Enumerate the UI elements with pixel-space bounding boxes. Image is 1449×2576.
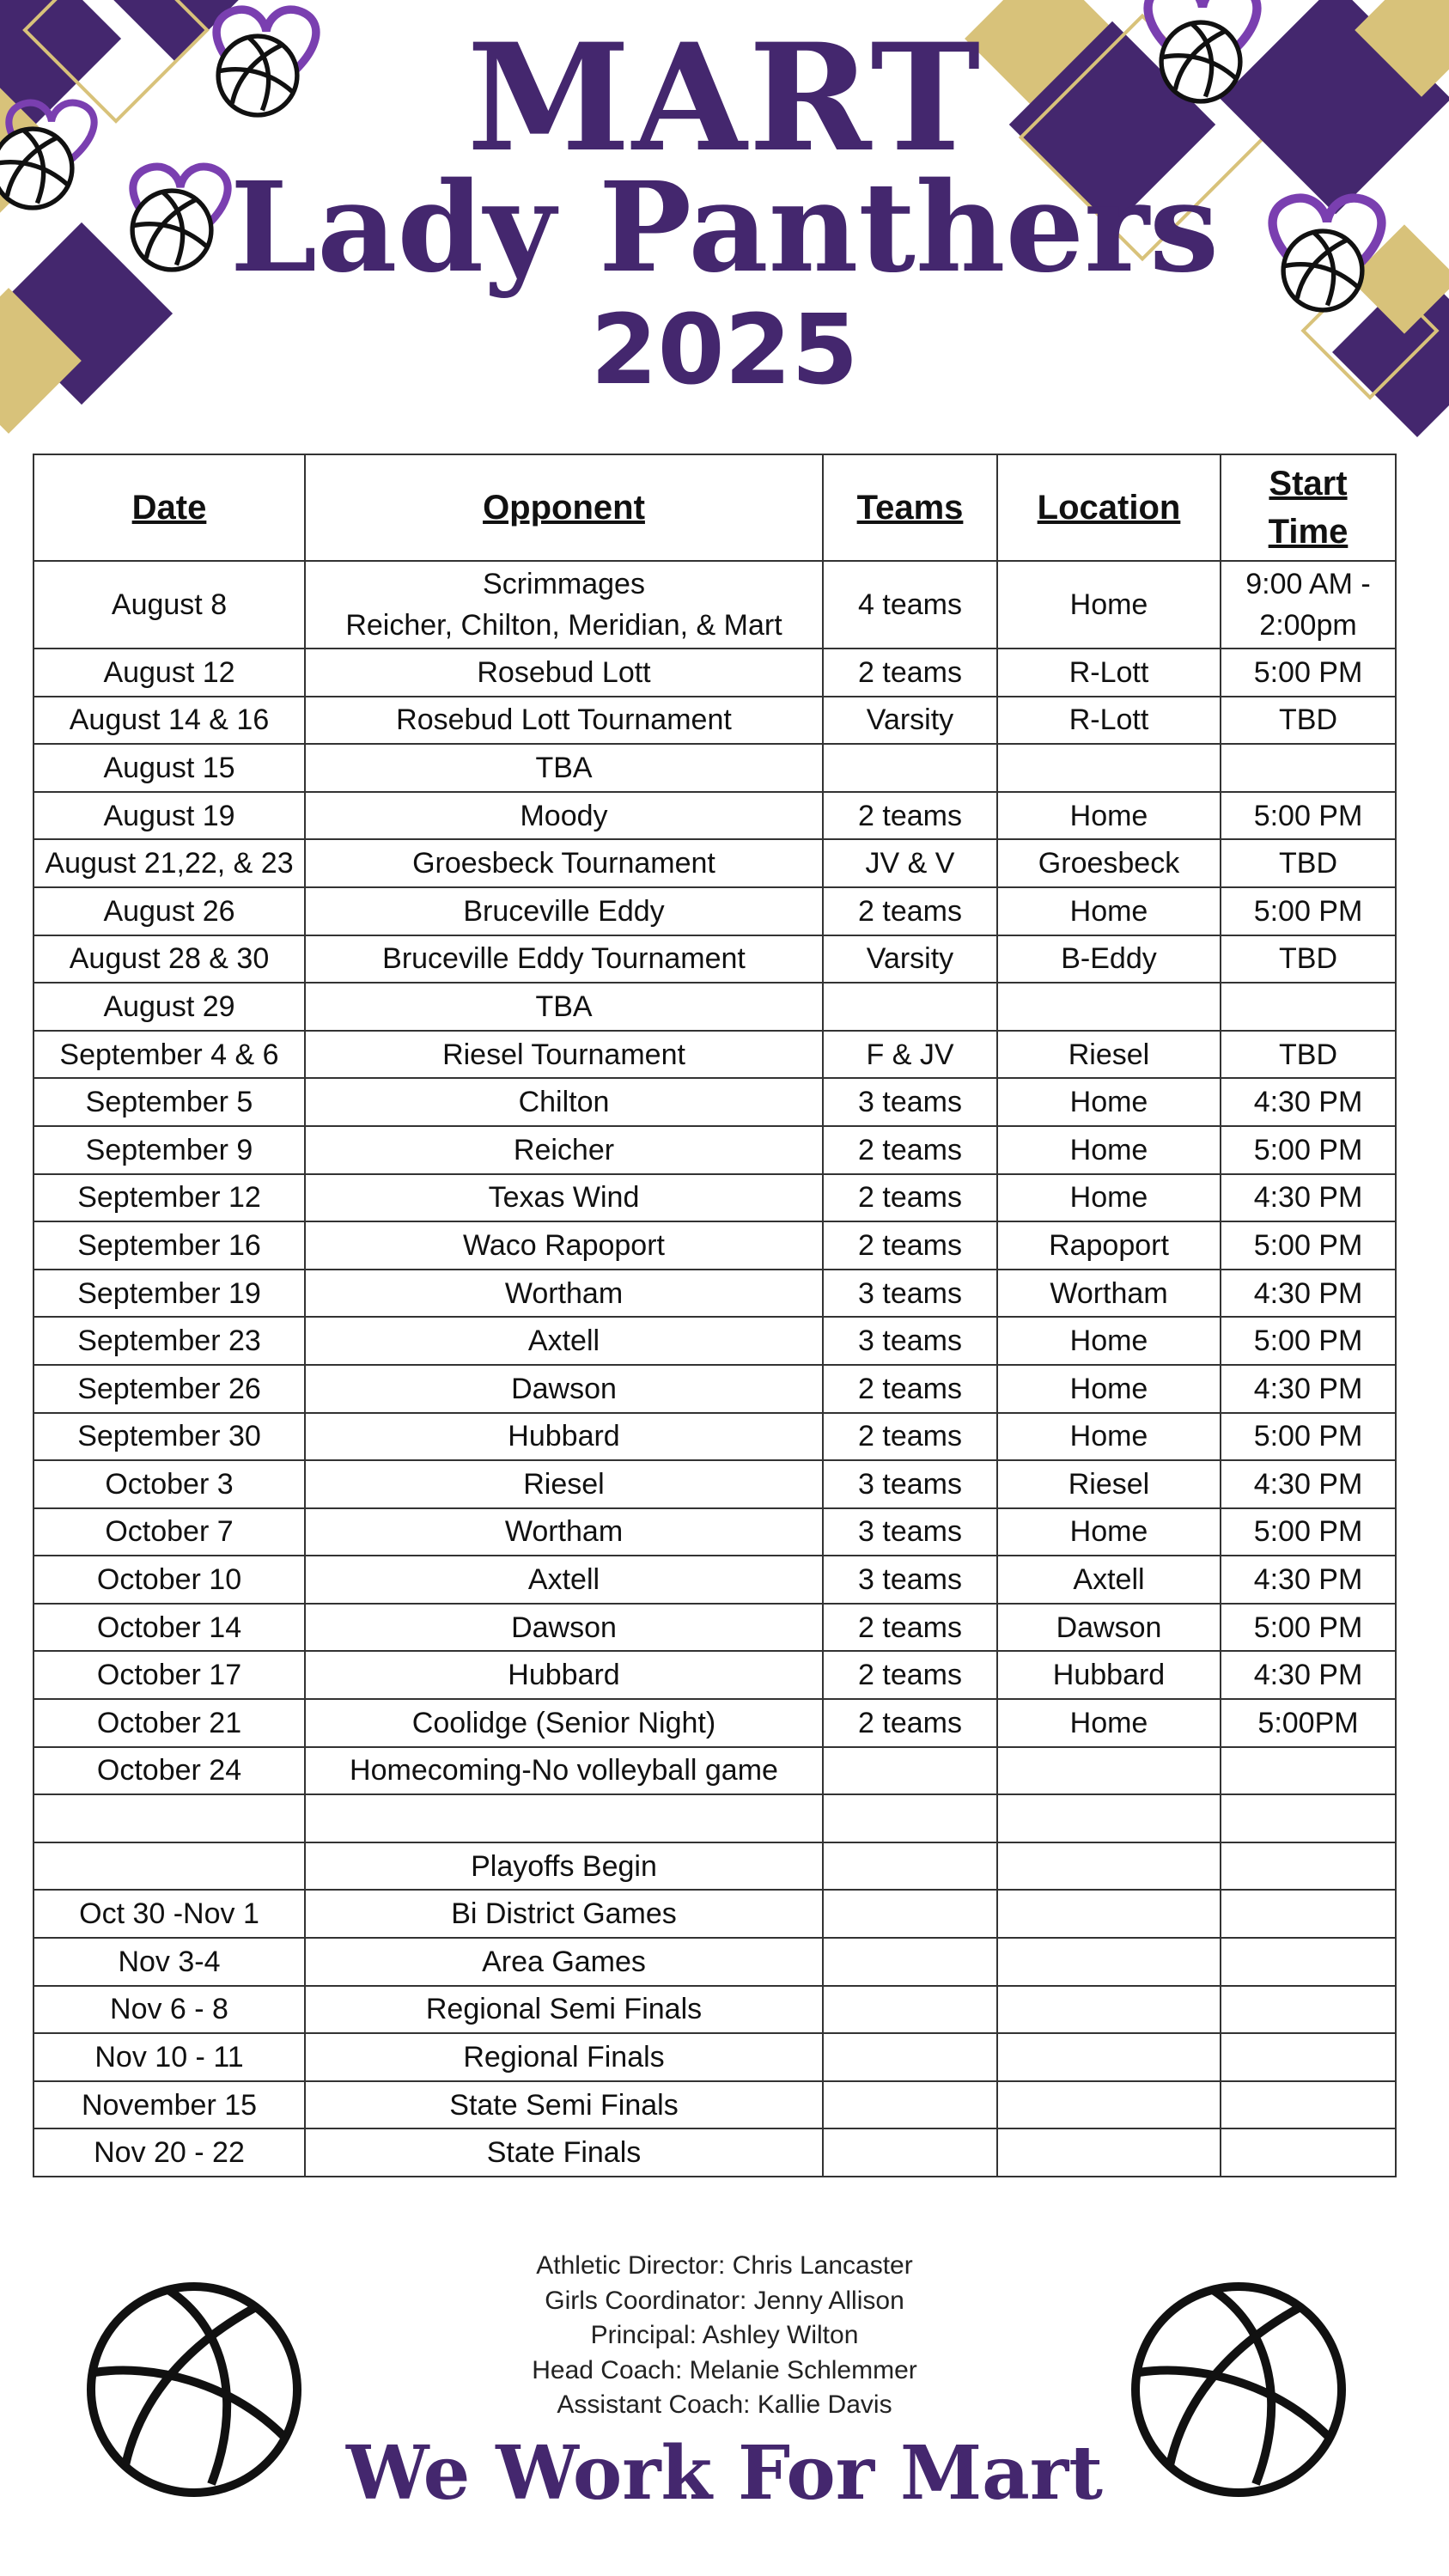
cell-date: September 4 & 6 bbox=[33, 1031, 305, 1079]
cell-opponent: Hubbard bbox=[305, 1651, 823, 1699]
cell-date bbox=[33, 1842, 305, 1891]
cell-location: Axtell bbox=[997, 1556, 1221, 1604]
title-school: MART bbox=[466, 10, 983, 185]
cell-opponent: Axtell bbox=[305, 1317, 823, 1365]
cell-opponent: Playoffs Begin bbox=[305, 1842, 823, 1891]
cell-date: Oct 30 -Nov 1 bbox=[33, 1890, 305, 1938]
cell-time: TBD bbox=[1221, 697, 1396, 745]
cell-date: October 21 bbox=[33, 1699, 305, 1747]
cell-time: 4:30 PM bbox=[1221, 1651, 1396, 1699]
staff-assistant-coach: Assistant Coach: Kallie Davis bbox=[557, 2390, 892, 2419]
table-row bbox=[33, 2033, 1396, 2081]
cell-teams bbox=[823, 1986, 997, 2034]
cell-location bbox=[997, 1794, 1221, 1842]
cell-date: October 14 bbox=[33, 1604, 305, 1652]
cell-location: Riesel bbox=[997, 1031, 1221, 1079]
cell-opponent: Bruceville Eddy bbox=[305, 887, 823, 935]
cell-location bbox=[997, 1747, 1221, 1795]
cell-opponent: Wortham bbox=[305, 1270, 823, 1318]
staff-head-coach: Head Coach: Melanie Schlemmer bbox=[532, 2355, 917, 2384]
cell-date: November 15 bbox=[33, 2081, 305, 2129]
cell-opponent: Rosebud Lott Tournament bbox=[305, 697, 823, 745]
cell-teams: 3 teams bbox=[823, 1317, 997, 1365]
cell-opponent: Regional Finals bbox=[305, 2033, 823, 2081]
cell-date: October 24 bbox=[33, 1747, 305, 1795]
cell-teams bbox=[823, 1890, 997, 1938]
staff-list bbox=[412, 2249, 1037, 2423]
table-row bbox=[33, 1174, 1396, 1222]
cell-date: August 19 bbox=[33, 792, 305, 840]
cell-teams bbox=[823, 744, 997, 792]
cell-teams: 3 teams bbox=[823, 1270, 997, 1318]
cell-teams: JV & V bbox=[823, 839, 997, 887]
cell-date: August 14 & 16 bbox=[33, 697, 305, 745]
cell-opponent: Moody bbox=[305, 792, 823, 840]
table-row bbox=[33, 1890, 1396, 1938]
cell-teams: 2 teams bbox=[823, 649, 997, 697]
cell-teams: 2 teams bbox=[823, 1651, 997, 1699]
cell-location: Riesel bbox=[997, 1460, 1221, 1508]
cell-opponent: Waco Rapoport bbox=[305, 1221, 823, 1270]
cell-time: 5:00 PM bbox=[1221, 1126, 1396, 1174]
cell-opponent: Chilton bbox=[305, 1078, 823, 1126]
cell-opponent: Bi District Games bbox=[305, 1890, 823, 1938]
slogan: We Work For Mart bbox=[346, 2430, 1103, 2517]
cell-time bbox=[1221, 744, 1396, 792]
cell-location: B-Eddy bbox=[997, 935, 1221, 984]
cell-location: Hubbard bbox=[997, 1651, 1221, 1699]
cell-time: TBD bbox=[1221, 839, 1396, 887]
cell-location bbox=[997, 1986, 1221, 2034]
table-row bbox=[33, 839, 1396, 887]
table-row bbox=[33, 1604, 1396, 1652]
cell-opponent bbox=[305, 1794, 823, 1842]
table-header bbox=[33, 454, 1396, 561]
cell-date: September 9 bbox=[33, 1126, 305, 1174]
cell-date: August 12 bbox=[33, 649, 305, 697]
cell-location: Home bbox=[997, 1508, 1221, 1556]
cell-opponent: Reicher bbox=[305, 1126, 823, 1174]
col-start-time: Start Time bbox=[1221, 454, 1396, 561]
table-row bbox=[33, 1508, 1396, 1556]
schedule-table bbox=[33, 454, 1397, 2177]
cell-teams bbox=[823, 2128, 997, 2177]
cell-location: R-Lott bbox=[997, 649, 1221, 697]
cell-teams bbox=[823, 983, 997, 1031]
col-location: Location bbox=[997, 454, 1221, 561]
table-row bbox=[33, 1651, 1396, 1699]
cell-location: Dawson bbox=[997, 1604, 1221, 1652]
table-row: August 8 Scrimmages Reicher, Chilton, Meridian, & Mart 4 teams Home 9:00 AM - 2:00pm bbox=[33, 561, 1396, 649]
cell-time: 4:30 PM bbox=[1221, 1556, 1396, 1604]
cell-opponent: TBA bbox=[305, 983, 823, 1031]
cell-teams bbox=[823, 1938, 997, 1986]
cell-opponent: State Finals bbox=[305, 2128, 823, 2177]
col-teams: Teams bbox=[823, 454, 997, 561]
cell-teams: F & JV bbox=[823, 1031, 997, 1079]
cell-opponent: Coolidge (Senior Night) bbox=[305, 1699, 823, 1747]
table-row bbox=[33, 1699, 1396, 1747]
table-row bbox=[33, 935, 1396, 984]
cell-location bbox=[997, 2033, 1221, 2081]
cell-teams: Varsity bbox=[823, 935, 997, 984]
cell-time bbox=[1221, 2033, 1396, 2081]
cell-time bbox=[1221, 1890, 1396, 1938]
cell-teams: 2 teams bbox=[823, 792, 997, 840]
cell-location: Home bbox=[997, 1413, 1221, 1461]
staff-principal: Principal: Ashley Wilton bbox=[590, 2321, 859, 2349]
table-row bbox=[33, 1270, 1396, 1318]
cell-date: Nov 10 - 11 bbox=[33, 2033, 305, 2081]
cell-time: 5:00PM bbox=[1221, 1699, 1396, 1747]
cell-location: Home bbox=[997, 887, 1221, 935]
table-row bbox=[33, 649, 1396, 697]
cell-time: 5:00 PM bbox=[1221, 1221, 1396, 1270]
cell-date: August 26 bbox=[33, 887, 305, 935]
cell-teams: Varsity bbox=[823, 697, 997, 745]
cell-time: 4:30 PM bbox=[1221, 1270, 1396, 1318]
cell-teams: 3 teams bbox=[823, 1078, 997, 1126]
cell-opponent: Homecoming-No volleyball game bbox=[305, 1747, 823, 1795]
cell-location: Rapoport bbox=[997, 1221, 1221, 1270]
col-opponent: Opponent bbox=[305, 454, 823, 561]
cell-teams bbox=[823, 2081, 997, 2129]
cell-time bbox=[1221, 2081, 1396, 2129]
cell-date: September 16 bbox=[33, 1221, 305, 1270]
table-row bbox=[33, 1031, 1396, 1079]
table-row bbox=[33, 697, 1396, 745]
cell-teams: 2 teams bbox=[823, 1221, 997, 1270]
cell-location: Home bbox=[997, 792, 1221, 840]
cell-time bbox=[1221, 1986, 1396, 2034]
table-row bbox=[33, 887, 1396, 935]
cell-time: 4:30 PM bbox=[1221, 1460, 1396, 1508]
cell-location bbox=[997, 744, 1221, 792]
cell-date: Nov 3-4 bbox=[33, 1938, 305, 1986]
cell-location: Home bbox=[997, 1126, 1221, 1174]
cell-opponent: Texas Wind bbox=[305, 1174, 823, 1222]
cell-opponent: Hubbard bbox=[305, 1413, 823, 1461]
cell-date: September 23 bbox=[33, 1317, 305, 1365]
table-row bbox=[33, 2081, 1396, 2129]
table-row bbox=[33, 2128, 1396, 2177]
cell-teams bbox=[823, 1842, 997, 1891]
table-row bbox=[33, 1460, 1396, 1508]
cell-date: October 3 bbox=[33, 1460, 305, 1508]
cell-opponent: Riesel bbox=[305, 1460, 823, 1508]
cell-date: September 26 bbox=[33, 1365, 305, 1413]
cell-date: October 7 bbox=[33, 1508, 305, 1556]
table-row bbox=[33, 1317, 1396, 1365]
cell-location: Groesbeck bbox=[997, 839, 1221, 887]
cell-date: Nov 20 - 22 bbox=[33, 2128, 305, 2177]
cell-date: September 5 bbox=[33, 1078, 305, 1126]
table-row bbox=[33, 1126, 1396, 1174]
cell-teams bbox=[823, 2033, 997, 2081]
cell-teams: 2 teams bbox=[823, 1365, 997, 1413]
cell-time: 4:30 PM bbox=[1221, 1365, 1396, 1413]
cell-date: October 10 bbox=[33, 1556, 305, 1604]
table-row bbox=[33, 1221, 1396, 1270]
cell-opponent: Riesel Tournament bbox=[305, 1031, 823, 1079]
cell-time bbox=[1221, 1747, 1396, 1795]
cell-teams: 2 teams bbox=[823, 1174, 997, 1222]
table-row bbox=[33, 1842, 1396, 1891]
cell-time: 5:00 PM bbox=[1221, 1413, 1396, 1461]
cell-location bbox=[997, 1938, 1221, 1986]
cell-date: August 29 bbox=[33, 983, 305, 1031]
cell-time bbox=[1221, 983, 1396, 1031]
cell-teams: 2 teams bbox=[823, 887, 997, 935]
cell-location: Home bbox=[997, 1078, 1221, 1126]
cell-time: TBD bbox=[1221, 1031, 1396, 1079]
cell-opponent: Dawson bbox=[305, 1604, 823, 1652]
cell-opponent: Axtell bbox=[305, 1556, 823, 1604]
cell-time: 5:00 PM bbox=[1221, 887, 1396, 935]
cell-teams: 2 teams bbox=[823, 1604, 997, 1652]
cell-opponent: Rosebud Lott bbox=[305, 649, 823, 697]
cell-location: R-Lott bbox=[997, 697, 1221, 745]
table-row bbox=[33, 1938, 1396, 1986]
cell-teams: 2 teams bbox=[823, 1413, 997, 1461]
cell-teams: 2 teams bbox=[823, 1126, 997, 1174]
cell-location bbox=[997, 2128, 1221, 2177]
cell-location bbox=[997, 2081, 1221, 2129]
table-row bbox=[33, 1365, 1396, 1413]
cell-time: 4:30 PM bbox=[1221, 1078, 1396, 1126]
cell-time bbox=[1221, 1794, 1396, 1842]
cell-time: 4:30 PM bbox=[1221, 1174, 1396, 1222]
table-row bbox=[33, 1078, 1396, 1126]
cell-date: September 30 bbox=[33, 1413, 305, 1461]
cell-teams bbox=[823, 1747, 997, 1795]
cell-teams: 3 teams bbox=[823, 1508, 997, 1556]
table-row bbox=[33, 792, 1396, 840]
cell-opponent: Area Games bbox=[305, 1938, 823, 1986]
table-row bbox=[33, 1986, 1396, 2034]
cell-date: Nov 6 - 8 bbox=[33, 1986, 305, 2034]
cell-teams: 3 teams bbox=[823, 1460, 997, 1508]
cell-location bbox=[997, 1842, 1221, 1891]
cell-time bbox=[1221, 1938, 1396, 1986]
cell-location: Home bbox=[997, 1174, 1221, 1222]
cell-location bbox=[997, 1890, 1221, 1938]
cell-date: August 15 bbox=[33, 744, 305, 792]
cell-time: 5:00 PM bbox=[1221, 1604, 1396, 1652]
cell-teams bbox=[823, 1794, 997, 1842]
cell-location: Home bbox=[997, 1317, 1221, 1365]
cell-time bbox=[1221, 1842, 1396, 1891]
cell-opponent: Wortham bbox=[305, 1508, 823, 1556]
cell-opponent: Groesbeck Tournament bbox=[305, 839, 823, 887]
cell-date: August 21,22, & 23 bbox=[33, 839, 305, 887]
staff-girls-coordinator: Girls Coordinator: Jenny Allison bbox=[545, 2286, 904, 2315]
cell-date: September 12 bbox=[33, 1174, 305, 1222]
cell-location: Home bbox=[997, 1365, 1221, 1413]
cell-opponent: Bruceville Eddy Tournament bbox=[305, 935, 823, 984]
cell-teams: 3 teams bbox=[823, 1556, 997, 1604]
cell-time: 5:00 PM bbox=[1221, 1508, 1396, 1556]
cell-time: 5:00 PM bbox=[1221, 649, 1396, 697]
cell-date bbox=[33, 1794, 305, 1842]
cell-opponent: Regional Semi Finals bbox=[305, 1986, 823, 2034]
cell-time: 5:00 PM bbox=[1221, 1317, 1396, 1365]
table-row bbox=[33, 1413, 1396, 1461]
cell-location: Home bbox=[997, 1699, 1221, 1747]
staff-athletic-director: Athletic Director: Chris Lancaster bbox=[536, 2251, 913, 2280]
cell-opponent: State Semi Finals bbox=[305, 2081, 823, 2129]
cell-date: September 19 bbox=[33, 1270, 305, 1318]
cell-time: 5:00 PM bbox=[1221, 792, 1396, 840]
cell-location bbox=[997, 983, 1221, 1031]
cell-date: August 28 & 30 bbox=[33, 935, 305, 984]
table-row bbox=[33, 744, 1396, 792]
cell-date: October 17 bbox=[33, 1651, 305, 1699]
table-row bbox=[33, 1556, 1396, 1604]
title-year: 2025 bbox=[590, 295, 859, 406]
table-row bbox=[33, 1747, 1396, 1795]
table-row bbox=[33, 983, 1396, 1031]
table-row bbox=[33, 1794, 1396, 1842]
cell-location: Wortham bbox=[997, 1270, 1221, 1318]
title-team: Lady Panthers bbox=[229, 155, 1220, 300]
cell-teams: 2 teams bbox=[823, 1699, 997, 1747]
cell-opponent: TBA bbox=[305, 744, 823, 792]
col-date: Date bbox=[33, 454, 305, 561]
cell-time bbox=[1221, 2128, 1396, 2177]
cell-time: TBD bbox=[1221, 935, 1396, 984]
cell-opponent: Dawson bbox=[305, 1365, 823, 1413]
